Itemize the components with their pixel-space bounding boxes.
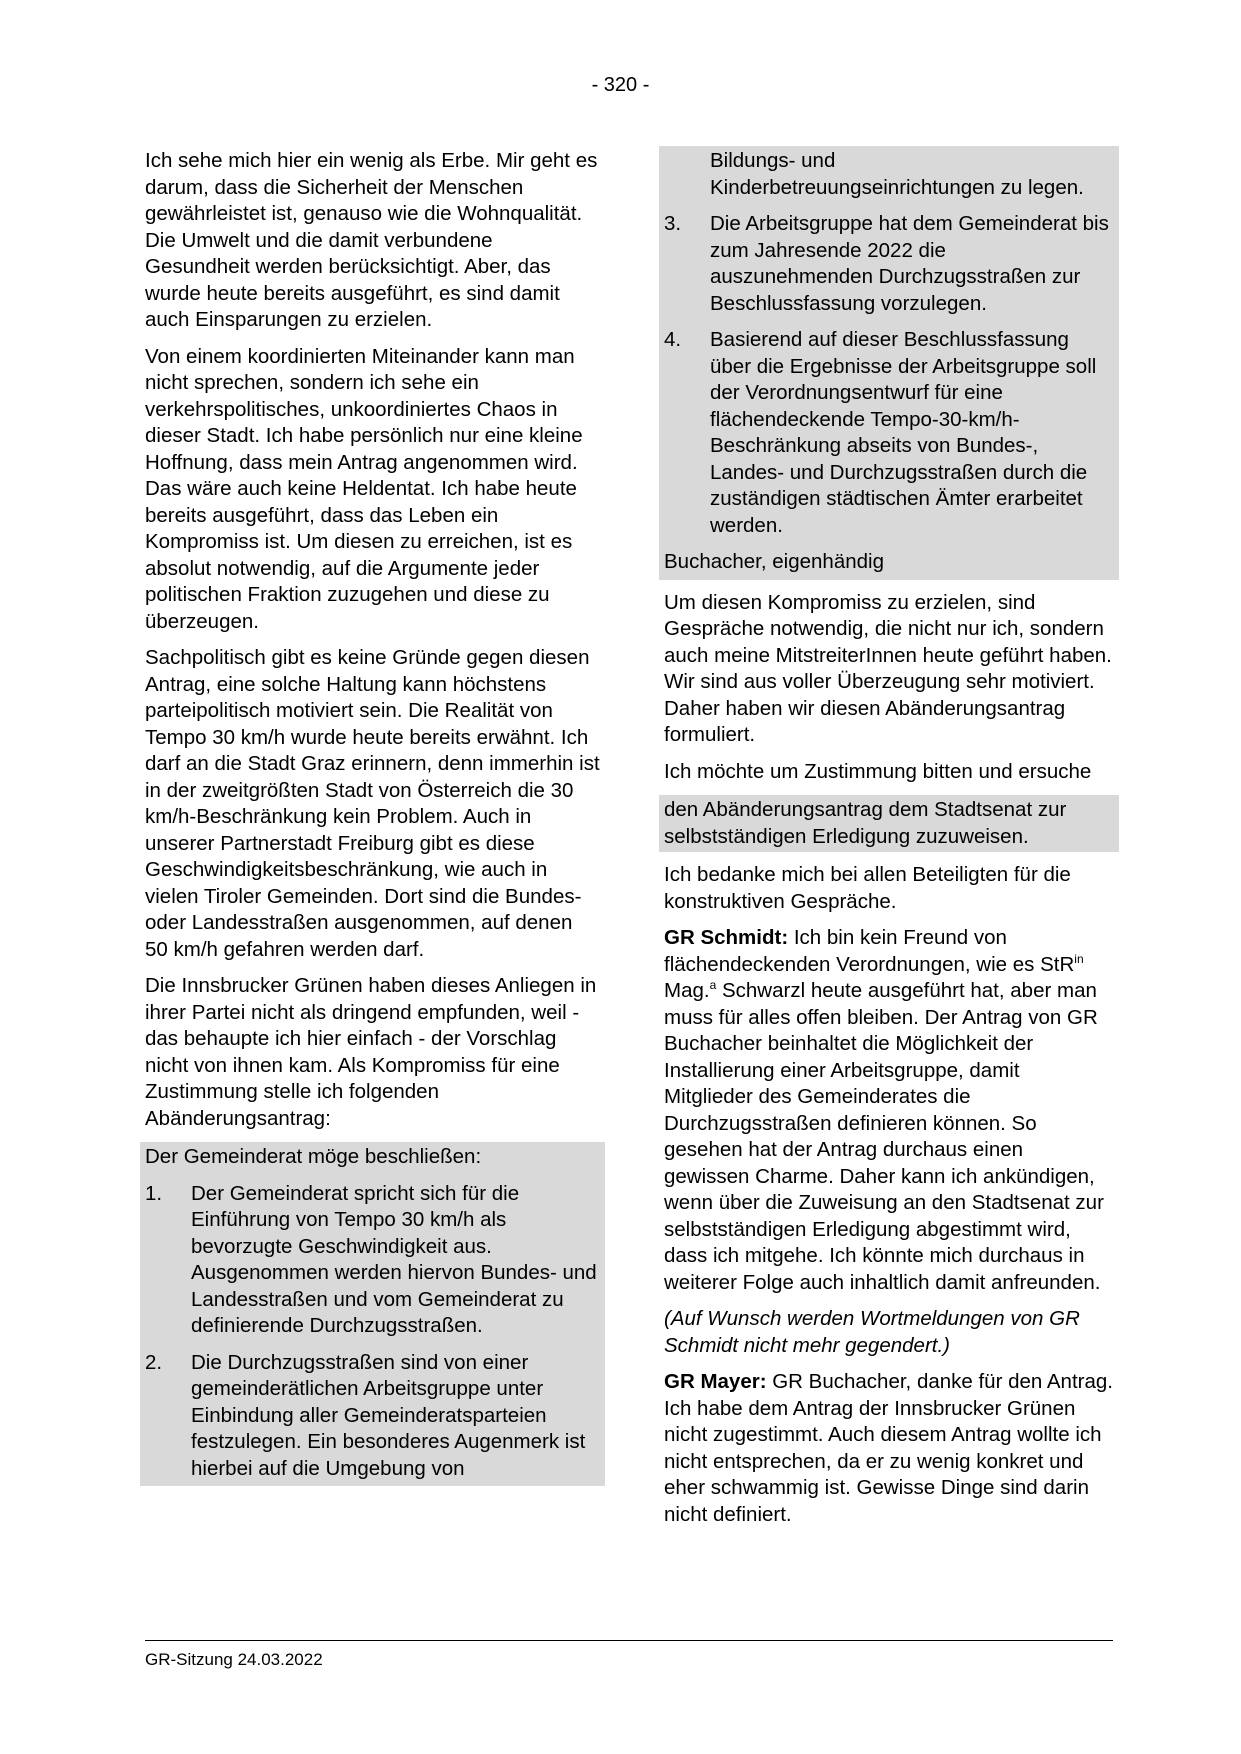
speech-schmidt	[664, 925, 1114, 1296]
request-shaded: den Abänderungsantrag dem Stadtsenat zur selbstständigen Erledigung zuzuweisen.	[659, 795, 1119, 852]
signature: Buchacher, eigenhändig	[664, 550, 884, 573]
speech-text: Schwarzl heute ausgeführt hat, aber man muss für alles offen bleiben. Der Antrag von GR Buchacher beinhaltet die Möglichkeit der Installierung einer Arbeitsgruppe, damit Mitglieder des Gemeinderates die Durchzugsstraßen definieren können. So gesehen hat der Antrag durchaus einen gewissen Charme. Daher kann ich ankündigen, wenn über die Zuweisung an den Stadtsenat zur selbstständigen Erledigung abgestimmt wird, dass ich mitgehe. Ich könnte mich durchaus in weiterer Folge auch inhaltlich damit anfreunden.	[664, 979, 1104, 1294]
left-column	[145, 148, 600, 1496]
footer-text: GR-Sitzung 24.03.2022	[145, 1650, 323, 1669]
motion-item	[664, 148, 1114, 201]
motion-intro: Der Gemeinderat möge beschließen:	[145, 1145, 482, 1168]
motion-item-text: Der Gemeinderat spricht sich für die Einführung von Tempo 30 km/h als bevorzugte Geschwindigkeit aus. Ausgenommen werden hiervon Bundes- und Landesstraßen und vom Gemeinderat zu definierende Durchzugsstraßen.	[191, 1181, 597, 1337]
motion-item	[145, 1181, 600, 1340]
paragraph: Sachpolitisch gibt es keine Gründe gegen diesen Antrag, eine solche Haltung kann höchstens parteipolitisch motiviert sein. Die Realität von Tempo 30 km/h wurde heute bereits erwähnt. Ich darf an die Stadt Graz erinnern, denn immerhin ist in der zweitgrößten Stadt von Österreich die 30 km/h-Beschränkung kein Problem. Auch in unserer Partnerstadt Freiburg gibt es diese Geschwindigkeitsbeschränkung, wie auch in vielen Tiroler Gemeinden. Dort sind die Bundes- oder Landesstraßen ausgenommen, auf denen 50 km/h gefahren werden darf.	[145, 646, 600, 961]
page-number: - 320 -	[591, 74, 650, 96]
motion-item-text: Die Arbeitsgruppe hat dem Gemeinderat bis zum Jahresende 2022 die auszunehmenden Durchzugsstraßen zur Beschlussfassung vorzulegen.	[710, 212, 1109, 315]
speaker-name: GR Mayer:	[664, 1370, 767, 1393]
superscript: in	[1074, 951, 1084, 966]
motion-item	[145, 1350, 600, 1483]
motion-item-number: 3.	[664, 212, 682, 235]
speech-text: Mag.	[664, 979, 710, 1002]
speaker-name: GR Schmidt:	[664, 926, 789, 949]
motion-block	[140, 1142, 605, 1486]
footer-divider	[145, 1640, 1113, 1641]
motion-item	[664, 211, 1114, 317]
speech-mayer	[664, 1369, 1114, 1528]
motion-continuation: Bildungs- und Kinderbetreuungseinrichtungen zu legen.	[710, 149, 1084, 199]
motion-block-continued	[659, 146, 1119, 580]
paragraph: Die Innsbrucker Grünen haben dieses Anliegen in ihrer Partei nicht als dringend empfunden, weil - das behaupte ich hier einfach - der Vorschlag nicht von ihnen kam. Als Kompromiss für eine Zustimmung stelle ich folgenden Abänderungsantrag:	[145, 974, 597, 1130]
motion-item-text: Basierend auf dieser Beschlussfassung über die Ergebnisse der Arbeitsgruppe soll der Verordnungsentwurf für eine flächendeckende Tempo-30-km/h-Beschränkung abseits von Bundes-, Landes- und Durchzugsstraßen durch die zuständigen städtischen Ämter erarbeitet werden.	[710, 328, 1097, 537]
right-column	[664, 146, 1114, 1538]
paragraph: Ich sehe mich hier ein wenig als Erbe. Mir geht es darum, dass die Sicherheit der Menschen gewährleistet ist, genauso wie die Wohnqualität. Die Umwelt und die damit verbundene Gesundheit werden berücksichtigt. Aber, das wurde heute bereits ausgeführt, es sind damit auch Einsparungen zu erzielen.	[145, 149, 598, 331]
paragraph: Um diesen Kompromiss zu erzielen, sind Gespräche notwendig, die nicht nur ich, sondern auch meine MitstreiterInnen heute geführt haben. Wir sind aus voller Überzeugung sehr motiviert. Daher haben wir diesen Abänderungsantrag formuliert.	[664, 590, 1112, 746]
motion-item-number: 1.	[145, 1181, 163, 1205]
paragraph: Ich bedanke mich bei allen Beteiligten für die konstruktiven Gespräche.	[664, 863, 1071, 913]
motion-item-number: 2.	[145, 1350, 163, 1374]
editorial-note: (Auf Wunsch werden Wortmeldungen von GR Schmidt nicht mehr gegendert.)	[664, 1307, 1080, 1357]
motion-item-number: 4.	[664, 328, 682, 351]
superscript: a	[709, 978, 717, 993]
speech-text: GR Buchacher, danke für den Antrag. Ich habe dem Antrag der Innsbrucker Grünen nicht zugestimmt. Auch diesem Antrag wollte ich nicht entsprechen, da er zu wenig konkret und eher schwammig ist. Gewisse Dinge sind darin nicht definiert.	[664, 1370, 1113, 1526]
motion-item-text: Die Durchzugsstraßen sind von einer gemeinderätlichen Arbeitsgruppe unter Einbindung aller Gemeinderatsparteien festzulegen. Ein besonderes Augenmerk ist hierbei auf die Umgebung von	[191, 1350, 586, 1480]
motion-item	[664, 327, 1114, 539]
paragraph: Ich möchte um Zustimmung bitten und ersuche	[664, 759, 1092, 783]
paragraph: Von einem koordinierten Miteinander kann man nicht sprechen, sondern ich sehe ein verkehrspolitisches, unkoordiniertes Chaos in dieser Stadt. Ich habe persönlich nur eine kleine Hoffnung, dass mein Antrag angenommen wird. Das wäre auch keine Heldentat. Ich habe heute bereits ausgeführt, dass das Leben ein Kompromiss ist. Um diesen zu erreichen, ist es absolut notwendig, auf die Argumente jeder politischen Fraktion zuzugehen und diese zu überzeugen.	[145, 344, 583, 633]
speech-text: Ich bin kein Freund von flächendeckenden Verordnungen, wie es StR	[664, 926, 1075, 976]
